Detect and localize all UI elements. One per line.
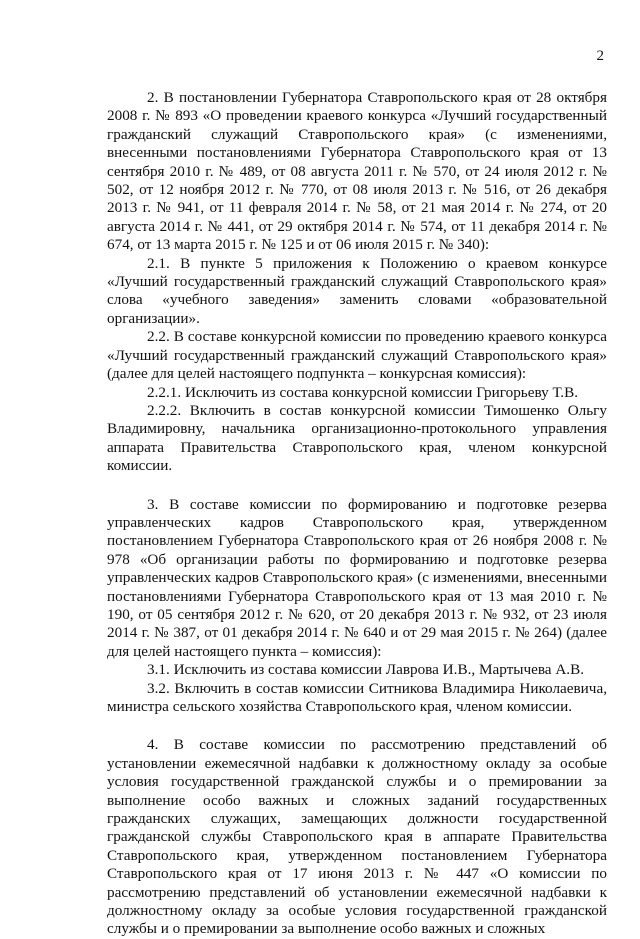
paragraph-2-2-1: 2.2.1. Исключить из состава конкурсной комиссии Григорьеву Т.В. xyxy=(147,383,578,401)
page-number: 2 xyxy=(596,48,604,64)
paragraph-3-1: 3.1. Исключить из состава комиссии Лаврова И.В., Мартычева А.В. xyxy=(147,661,585,679)
section-gap xyxy=(107,476,607,496)
section-gap xyxy=(107,716,607,736)
paragraph-3-2: 3.2. Включить в состав комиссии Ситникова Владимира Николаевича, министра сельского хозяйства Ставропольского края, членом комиссии. xyxy=(107,679,607,715)
paragraph-2-1: 2.1. В пункте 5 приложения к Положению о краевом конкурсе «Лучший государственный гражданский служащий Ставропольского края» слова «учебного заведения» заменить словами «образовательной организации». xyxy=(107,254,607,327)
paragraph-3: 3. В составе комиссии по формированию и подготовке резерва управленческих кадров Ставропольского края, утвержденном постановлением Губернатора Ставропольского края от 26 ноября 2008 г. № 978 «Об организации работы по формированию и подготовке резерва управленческих кадров Ставропольского края» (с изменениями, внесенными постановлениями Губернатора Ставропольского края от 13 мая 2010 г. № 190, от 05 сентября 2012 г. № 620, от 20 декабря 2013 г. № 932, от 23 июля 2014 г. № 387, от 01 декабря 2014 г. № 640 и от 29 мая 2015 г. № 264) (далее для целей настоящего пункта – комиссия): xyxy=(107,495,607,660)
paragraph-2-2: 2.2. В составе конкурсной комиссии по проведению краевого конкурса «Лучший государственный гражданский служащий Ставропольского края» (далее для целей настоящего подпункта – конкурсная комиссия): xyxy=(107,328,607,383)
document-body xyxy=(107,89,607,939)
paragraph-4: 4. В составе комиссии по рассмотрению представлений об установлении ежемесячной надбавки к должностному окладу за особые условия государственной гражданской службы и о премировании за выполнение особо важных и сложных заданий государственных гражданских служащих, замещающих должности государственной гражданской службы Ставропольского края в аппарате Правительства Ставропольского края, утвержденном постановлением Губернатора Ставропольского края от 17 июня 2013 г. № 447 «О комиссии по рассмотрению представлений об установлении ежемесячной надбавки к должностному окладу за особые условия государственной гражданской службы и о премировании за выполнение особо важных и сложных xyxy=(107,736,607,938)
paragraph-2-2-2: 2.2.2. Включить в состав конкурсной комиссии Тимошенко Ольгу Владимировну, начальника организационно-протокольного управления аппарата Правительства Ставропольского края, членом конкурсной комиссии. xyxy=(107,401,607,475)
paragraph-2: 2. В постановлении Губернатора Ставропольского края от 28 октября 2008 г. № 893 «О проведении краевого конкурса «Лучший государственный гражданский служащий Ставропольского края» (с изменениями, внесенными постановлениями Губернатора Ставропольского края от 13 сентября 2010 г. № 489, от 08 августа 2011 г. № 570, от 24 июля 2012 г. № 502, от 12 ноября 2012 г. № 770, от 08 июля 2013 г. № 516, от 26 декабря 2013 г. № 941, от 11 февраля 2014 г. № 58, от 21 мая 2014 г. № 274, от 20 августа 2014 г. № 441, от 29 октября 2014 г. № 574, от 11 декабря 2014 г. № 674, от 13 марта 2015 г. № 125 и от 06 июля 2015 г. № 340): xyxy=(107,89,607,254)
